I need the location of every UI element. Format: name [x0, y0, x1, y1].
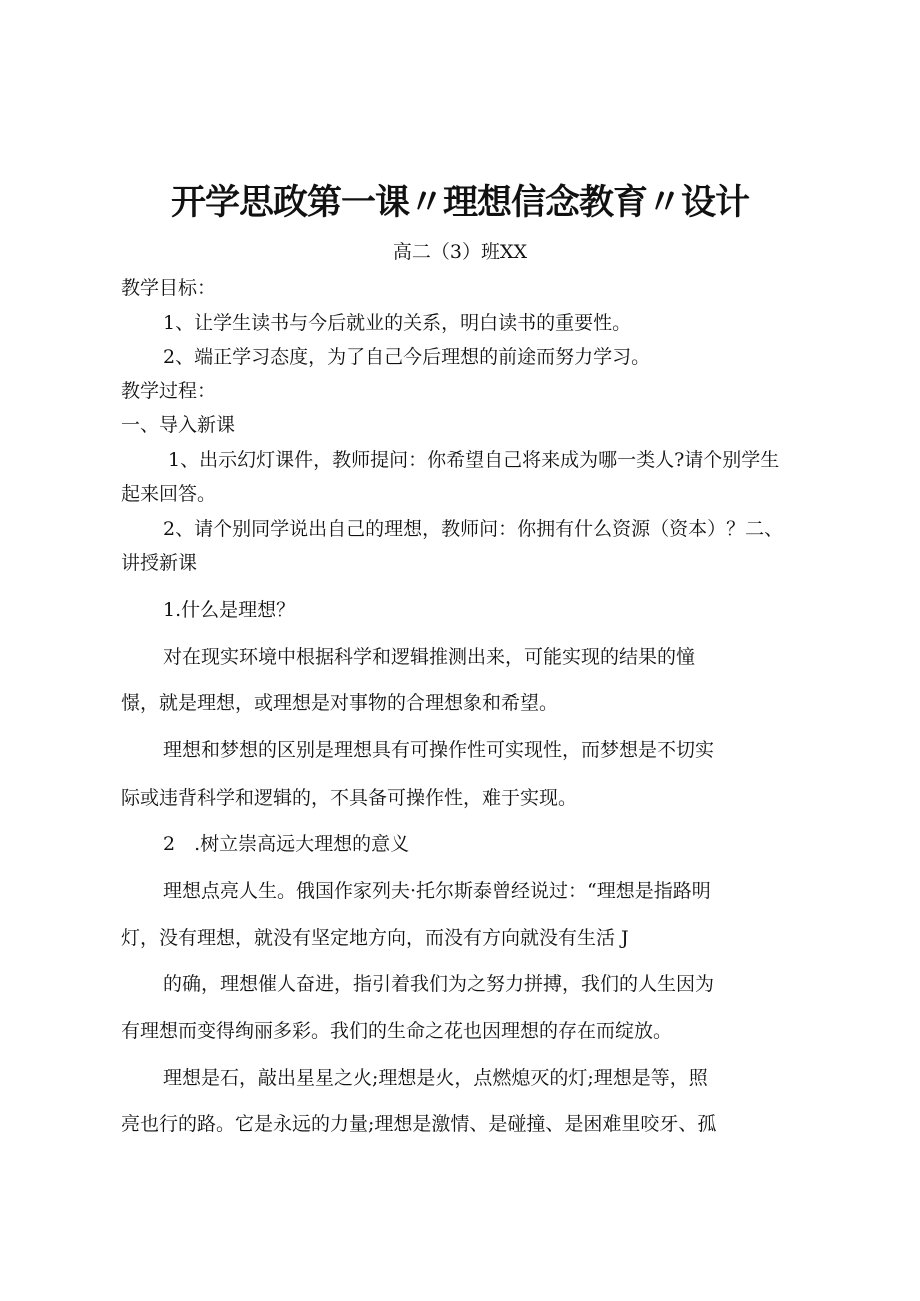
- paragraph-line: 灯，没有理想，就没有坚定地方向，而没有方向就没有生活 J: [121, 927, 629, 949]
- subsection-heading-intro: 一、导入新课: [121, 414, 236, 436]
- objective-item-1: 1、让学生读书与今后就业的关系，明白读书的重要性。: [163, 312, 632, 334]
- document-title: 开学思政第一课〃理想信念教育〃设计: [170, 183, 749, 223]
- paragraph-line: 的确，理想催人奋进，指引着我们为之努力拼搏，我们的人生因为: [163, 973, 715, 995]
- paragraph-line: 对在现实环境中根据科学和逻辑推测出来，可能实现的结果的憧: [163, 646, 696, 668]
- paragraph-line: 亮也行的路。它是永远的力量;理想是激情、是碰撞、是困难里咬牙、孤: [121, 1113, 717, 1135]
- paragraph-line: 理想和梦想的区别是理想具有可操作性可实现性，而梦想是不切实: [163, 739, 715, 761]
- paragraph-line: 起来回答。: [121, 483, 217, 505]
- objective-item-2: 2、端正学习态度，为了自己今后理想的前途而努力学习。: [163, 346, 651, 368]
- section-heading-objectives: 教学目标：: [121, 277, 217, 299]
- subsection-heading-what-is-ideal: 1.什么是理想？: [163, 599, 296, 621]
- paragraph-line: 讲授新课: [121, 552, 198, 574]
- paragraph-line: 际或违背科学和逻辑的，不具备可操作性，难于实现。: [121, 787, 578, 809]
- paragraph-line: 2、请个别同学说出自己的理想，教师问：你拥有什么资源（资本）？二、: [163, 518, 784, 540]
- document-subtitle: 高二（3）班XX: [392, 241, 528, 263]
- paragraph-line: 憬，就是理想，或理想是对事物的合理想象和希望。: [121, 692, 559, 714]
- section-heading-process: 教学过程：: [121, 380, 217, 402]
- subsection-heading-significance: 2 .树立崇高远大理想的意义: [163, 833, 410, 855]
- paragraph-line: 理想点亮人生。俄国作家列夫·托尔斯泰曾经说过：“理想是指路明: [163, 880, 711, 902]
- paragraph-line: 有理想而变得绚丽多彩。我们的生命之花也因理想的存在而绽放。: [121, 1020, 673, 1042]
- paragraph-line: 1、出示幻灯课件，教师提问：你希望自己将来成为哪一类人?请个别学生: [168, 449, 780, 471]
- paragraph-line: 理想是石，敲出星星之火;理想是火，点燃熄灭的灯;理想是等，照: [163, 1067, 708, 1089]
